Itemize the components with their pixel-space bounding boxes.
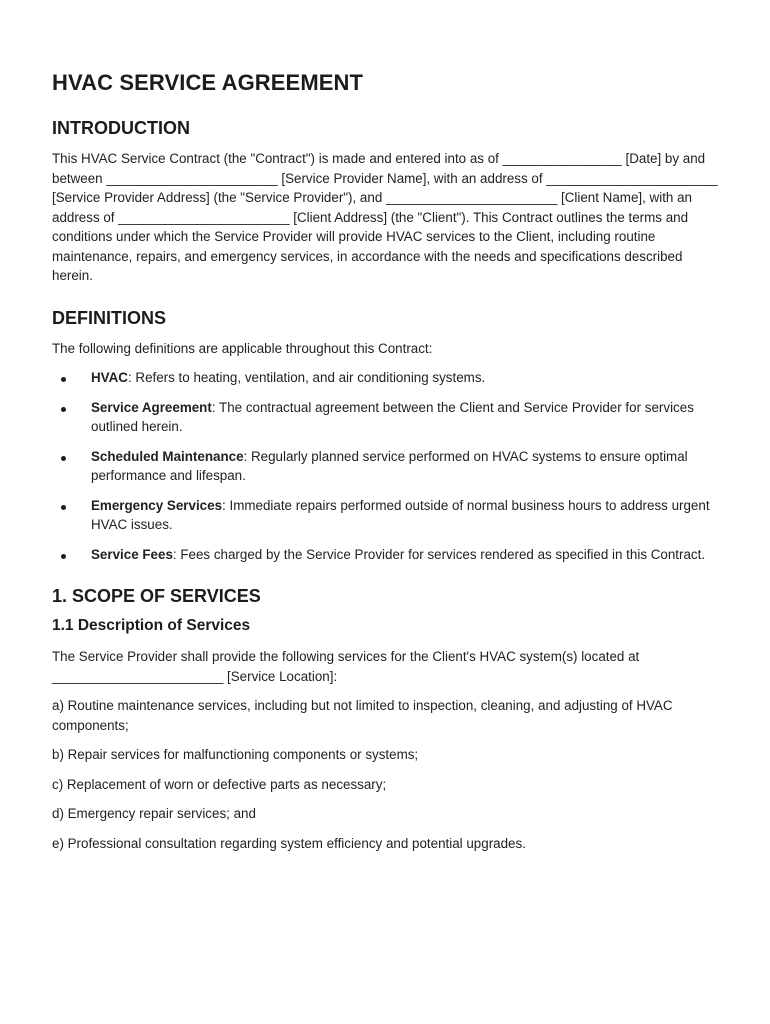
definitions-heading: DEFINITIONS — [52, 307, 167, 328]
document-title: HVAC SERVICE AGREEMENT — [52, 70, 364, 95]
bullet-icon — [61, 456, 66, 461]
definition-item-service-agreement — [52, 398, 718, 437]
service-item-b: b) Repair services for malfunctioning components or systems; — [52, 747, 419, 762]
description-of-services-heading: 1.1 Description of Services — [52, 617, 251, 634]
definition-item-scheduled-maintenance — [52, 447, 718, 486]
document-page — [52, 70, 718, 863]
definition-term: Emergency Services — [91, 497, 223, 513]
service-item-c: c) Replacement of worn or defective parts as necessary; — [52, 776, 387, 792]
definitions-intro: The following definitions are applicable throughout this Contract: — [52, 340, 433, 356]
definition-item-emergency-services — [52, 496, 718, 535]
definition-text: : Fees charged by the Service Provider for services rendered as specified in this Contract. — [172, 546, 706, 562]
bullet-icon — [61, 377, 66, 382]
definition-term: Service Fees — [91, 546, 173, 562]
definition-item-hvac — [52, 368, 718, 388]
service-item-d: d) Emergency repair services; and — [52, 806, 256, 821]
services-intro: The Service Provider shall provide the following services for the Client's HVAC system(s) located at _______________________ [Service Location]: — [52, 649, 640, 684]
introduction-heading: INTRODUCTION — [52, 118, 190, 138]
definition-item-service-fees — [52, 545, 718, 565]
definition-text: : Immediate repairs performed outside of normal business hours to address urgent HVAC issues. — [91, 497, 710, 532]
bullet-icon — [61, 505, 66, 510]
definition-text: : Refers to heating, ventilation, and air conditioning systems. — [127, 370, 486, 385]
bullet-icon — [61, 554, 66, 559]
definitions-list — [52, 368, 718, 564]
definition-term: HVAC — [91, 370, 128, 385]
service-item-e: e) Professional consultation regarding system efficiency and potential upgrades. — [52, 835, 526, 851]
service-item-a: a) Routine maintenance services, including but not limited to inspection, cleaning, and adjusting of HVAC components; — [52, 698, 673, 733]
definition-term: Scheduled Maintenance — [91, 448, 244, 464]
scope-heading: 1. SCOPE OF SERVICES — [52, 586, 261, 606]
definition-term: Service Agreement — [91, 399, 212, 415]
definition-text: : Regularly planned service performed on HVAC systems to ensure optimal performance and lifespan. — [91, 448, 688, 483]
introduction-paragraph: This HVAC Service Contract (the "Contract") is made and entered into as of ________________ [Date] by and between _______________________ [Service Provider Name], with an address of _______________________ [Service Provider Address] (the "Service Provider"), and _______________________ [Client Name], with an address of _______________________ [Client Address] (the "Client"). This Contract outlines the terms and conditions under which the Service Provider will provide HVAC services to the Client, including routine maintenance, repairs, and emergency services, in accordance with the needs and specifications described herein. — [52, 151, 718, 283]
bullet-icon — [61, 407, 66, 412]
definition-text: : The contractual agreement between the Client and Service Provider for services outlined herein. — [91, 399, 694, 434]
